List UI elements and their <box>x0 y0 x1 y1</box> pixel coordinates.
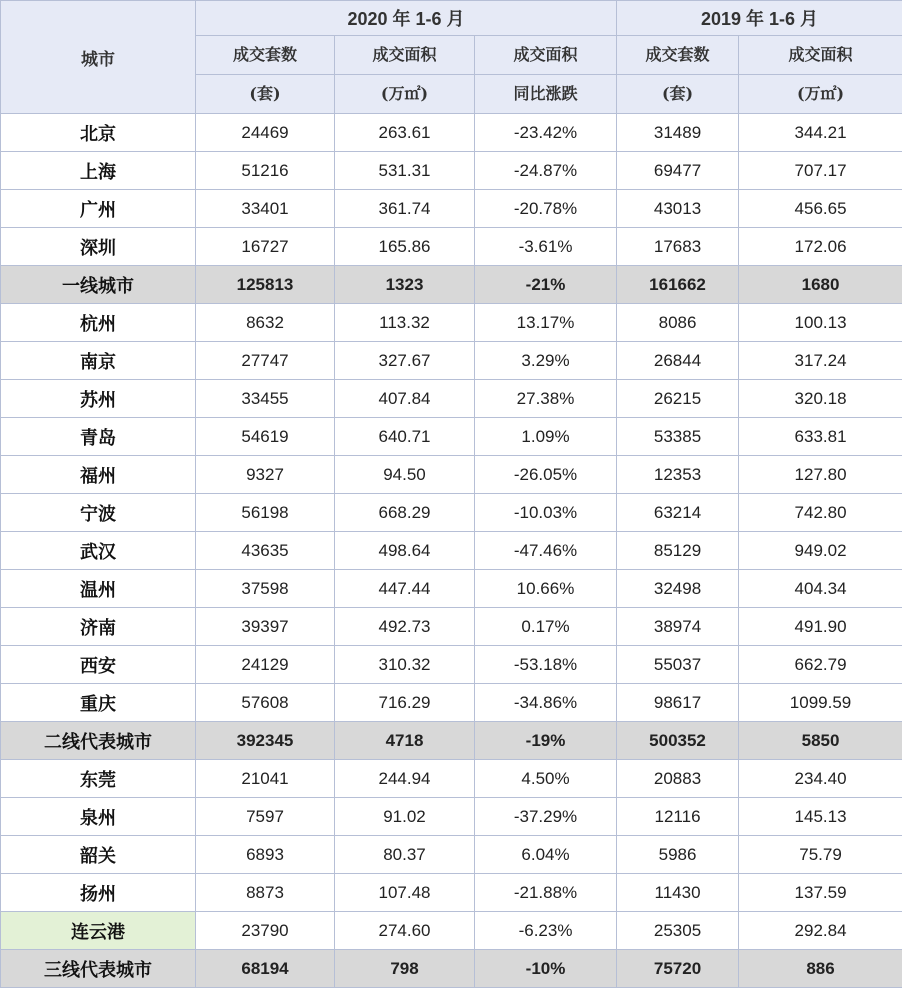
area-2020-cell: 361.74 <box>335 190 475 228</box>
area-change-cell: -19% <box>475 722 617 760</box>
table-row <box>1 912 902 950</box>
table-row <box>1 304 902 342</box>
area-2020-cell: 80.37 <box>335 836 475 874</box>
col-header-2020-change-line1: 成交面积 <box>475 36 617 75</box>
units-2019-cell: 17683 <box>617 228 739 266</box>
units-2020-cell: 39397 <box>196 608 335 646</box>
units-2019-cell: 26844 <box>617 342 739 380</box>
table-row <box>1 190 902 228</box>
units-2020-cell: 56198 <box>196 494 335 532</box>
units-2019-cell: 20883 <box>617 760 739 798</box>
area-2020-cell: 716.29 <box>335 684 475 722</box>
city-cell: 宁波 <box>1 494 196 532</box>
area-2020-cell: 107.48 <box>335 874 475 912</box>
area-2020-cell: 310.32 <box>335 646 475 684</box>
table-row <box>1 152 902 190</box>
area-change-cell: -21.88% <box>475 874 617 912</box>
area-change-cell: 0.17% <box>475 608 617 646</box>
area-2019-cell: 1099.59 <box>739 684 902 722</box>
area-2020-cell: 327.67 <box>335 342 475 380</box>
table-row <box>1 114 902 152</box>
area-change-cell: -26.05% <box>475 456 617 494</box>
units-2019-cell: 43013 <box>617 190 739 228</box>
area-2019-cell: 75.79 <box>739 836 902 874</box>
area-change-cell: 13.17% <box>475 304 617 342</box>
city-cell: 二线代表城市 <box>1 722 196 760</box>
area-2019-cell: 145.13 <box>739 798 902 836</box>
area-2020-cell: 274.60 <box>335 912 475 950</box>
area-2019-cell: 404.34 <box>739 570 902 608</box>
units-2020-cell: 33455 <box>196 380 335 418</box>
area-2019-cell: 949.02 <box>739 532 902 570</box>
area-2019-cell: 100.13 <box>739 304 902 342</box>
year-2020-header: 2020 年 1-6 月 <box>196 1 617 36</box>
table-body <box>1 114 902 988</box>
units-2020-cell: 27747 <box>196 342 335 380</box>
area-2019-cell: 317.24 <box>739 342 902 380</box>
area-change-cell: 6.04% <box>475 836 617 874</box>
units-2019-cell: 31489 <box>617 114 739 152</box>
area-2020-cell: 498.64 <box>335 532 475 570</box>
table-row <box>1 836 902 874</box>
area-change-cell: 4.50% <box>475 760 617 798</box>
table-row <box>1 342 902 380</box>
city-cell: 一线城市 <box>1 266 196 304</box>
units-2019-cell: 25305 <box>617 912 739 950</box>
area-2019-cell: 456.65 <box>739 190 902 228</box>
area-change-cell: -20.78% <box>475 190 617 228</box>
city-cell: 北京 <box>1 114 196 152</box>
col-header-2020-area-line2: (万㎡) <box>335 75 475 114</box>
units-2019-cell: 161662 <box>617 266 739 304</box>
area-2019-cell: 633.81 <box>739 418 902 456</box>
city-cell: 杭州 <box>1 304 196 342</box>
units-2020-cell: 24129 <box>196 646 335 684</box>
area-2019-cell: 662.79 <box>739 646 902 684</box>
city-cell: 扬州 <box>1 874 196 912</box>
col-header-2020-change-line2: 同比涨跌 <box>475 75 617 114</box>
units-2019-cell: 12116 <box>617 798 739 836</box>
area-change-cell: -23.42% <box>475 114 617 152</box>
units-2020-cell: 37598 <box>196 570 335 608</box>
area-change-cell: -47.46% <box>475 532 617 570</box>
area-2020-cell: 531.31 <box>335 152 475 190</box>
table-row <box>1 950 902 988</box>
units-2020-cell: 8873 <box>196 874 335 912</box>
units-2020-cell: 6893 <box>196 836 335 874</box>
units-2019-cell: 11430 <box>617 874 739 912</box>
col-header-2019-units-line2: (套) <box>617 75 739 114</box>
table-row <box>1 722 902 760</box>
city-cell: 青岛 <box>1 418 196 456</box>
area-2020-cell: 91.02 <box>335 798 475 836</box>
units-2020-cell: 68194 <box>196 950 335 988</box>
area-2020-cell: 798 <box>335 950 475 988</box>
table-row <box>1 532 902 570</box>
area-2019-cell: 491.90 <box>739 608 902 646</box>
units-2019-cell: 69477 <box>617 152 739 190</box>
area-2020-cell: 244.94 <box>335 760 475 798</box>
area-2019-cell: 234.40 <box>739 760 902 798</box>
units-2019-cell: 8086 <box>617 304 739 342</box>
units-2019-cell: 26215 <box>617 380 739 418</box>
area-change-cell: -21% <box>475 266 617 304</box>
area-2020-cell: 165.86 <box>335 228 475 266</box>
year-2019-header: 2019 年 1-6 月 <box>617 1 902 36</box>
area-change-cell: 10.66% <box>475 570 617 608</box>
units-2019-cell: 500352 <box>617 722 739 760</box>
units-2020-cell: 33401 <box>196 190 335 228</box>
table-row <box>1 380 902 418</box>
units-2020-cell: 51216 <box>196 152 335 190</box>
area-2019-cell: 707.17 <box>739 152 902 190</box>
area-change-cell: -6.23% <box>475 912 617 950</box>
area-2020-cell: 492.73 <box>335 608 475 646</box>
city-cell: 广州 <box>1 190 196 228</box>
units-2019-cell: 12353 <box>617 456 739 494</box>
area-2020-cell: 640.71 <box>335 418 475 456</box>
units-2020-cell: 54619 <box>196 418 335 456</box>
table-row <box>1 646 902 684</box>
area-2019-cell: 292.84 <box>739 912 902 950</box>
area-change-cell: 3.29% <box>475 342 617 380</box>
units-2019-cell: 85129 <box>617 532 739 570</box>
city-cell: 上海 <box>1 152 196 190</box>
units-2020-cell: 8632 <box>196 304 335 342</box>
area-2019-cell: 137.59 <box>739 874 902 912</box>
units-2020-cell: 16727 <box>196 228 335 266</box>
units-2020-cell: 7597 <box>196 798 335 836</box>
units-2019-cell: 5986 <box>617 836 739 874</box>
city-cell: 南京 <box>1 342 196 380</box>
city-cell: 福州 <box>1 456 196 494</box>
table-row <box>1 798 902 836</box>
area-2020-cell: 263.61 <box>335 114 475 152</box>
city-cell: 三线代表城市 <box>1 950 196 988</box>
units-2020-cell: 43635 <box>196 532 335 570</box>
col-header-2019-units-line1: 成交套数 <box>617 36 739 75</box>
area-2019-cell: 1680 <box>739 266 902 304</box>
city-cell: 泉州 <box>1 798 196 836</box>
area-2019-cell: 5850 <box>739 722 902 760</box>
area-2019-cell: 172.06 <box>739 228 902 266</box>
table-row <box>1 760 902 798</box>
table-row <box>1 684 902 722</box>
area-2019-cell: 344.21 <box>739 114 902 152</box>
area-2020-cell: 113.32 <box>335 304 475 342</box>
area-2020-cell: 407.84 <box>335 380 475 418</box>
units-2020-cell: 21041 <box>196 760 335 798</box>
city-cell: 东莞 <box>1 760 196 798</box>
area-2020-cell: 1323 <box>335 266 475 304</box>
area-change-cell: -37.29% <box>475 798 617 836</box>
units-2020-cell: 57608 <box>196 684 335 722</box>
table-row <box>1 494 902 532</box>
table-row <box>1 874 902 912</box>
col-header-2020-area-line1: 成交面积 <box>335 36 475 75</box>
area-change-cell: -24.87% <box>475 152 617 190</box>
city-cell: 连云港 <box>1 912 196 950</box>
area-2020-cell: 94.50 <box>335 456 475 494</box>
area-2020-cell: 4718 <box>335 722 475 760</box>
units-2020-cell: 24469 <box>196 114 335 152</box>
city-cell: 韶关 <box>1 836 196 874</box>
area-change-cell: -10.03% <box>475 494 617 532</box>
area-change-cell: -3.61% <box>475 228 617 266</box>
area-2019-cell: 886 <box>739 950 902 988</box>
units-2019-cell: 98617 <box>617 684 739 722</box>
area-2019-cell: 320.18 <box>739 380 902 418</box>
units-2019-cell: 53385 <box>617 418 739 456</box>
units-2019-cell: 75720 <box>617 950 739 988</box>
area-change-cell: 27.38% <box>475 380 617 418</box>
units-2020-cell: 392345 <box>196 722 335 760</box>
units-2020-cell: 9327 <box>196 456 335 494</box>
city-cell: 深圳 <box>1 228 196 266</box>
city-cell: 苏州 <box>1 380 196 418</box>
area-change-cell: -34.86% <box>475 684 617 722</box>
table-row <box>1 456 902 494</box>
city-cell: 温州 <box>1 570 196 608</box>
col-header-2020-units-line1: 成交套数 <box>196 36 335 75</box>
table-row <box>1 418 902 456</box>
col-header-2020-units-line2: (套) <box>196 75 335 114</box>
units-2020-cell: 23790 <box>196 912 335 950</box>
area-change-cell: -10% <box>475 950 617 988</box>
area-2019-cell: 742.80 <box>739 494 902 532</box>
col-header-2019-area-line2: (万㎡) <box>739 75 902 114</box>
city-cell: 济南 <box>1 608 196 646</box>
units-2019-cell: 63214 <box>617 494 739 532</box>
area-2020-cell: 447.44 <box>335 570 475 608</box>
area-change-cell: -53.18% <box>475 646 617 684</box>
table-row <box>1 570 902 608</box>
table-row <box>1 266 902 304</box>
area-2020-cell: 668.29 <box>335 494 475 532</box>
units-2019-cell: 55037 <box>617 646 739 684</box>
units-2020-cell: 125813 <box>196 266 335 304</box>
units-2019-cell: 38974 <box>617 608 739 646</box>
city-cell: 西安 <box>1 646 196 684</box>
city-cell: 重庆 <box>1 684 196 722</box>
city-cell: 武汉 <box>1 532 196 570</box>
area-2019-cell: 127.80 <box>739 456 902 494</box>
table-row <box>1 608 902 646</box>
city-column-header: 城市 <box>1 1 196 114</box>
area-change-cell: 1.09% <box>475 418 617 456</box>
units-2019-cell: 32498 <box>617 570 739 608</box>
table-row <box>1 228 902 266</box>
col-header-2019-area-line1: 成交面积 <box>739 36 902 75</box>
